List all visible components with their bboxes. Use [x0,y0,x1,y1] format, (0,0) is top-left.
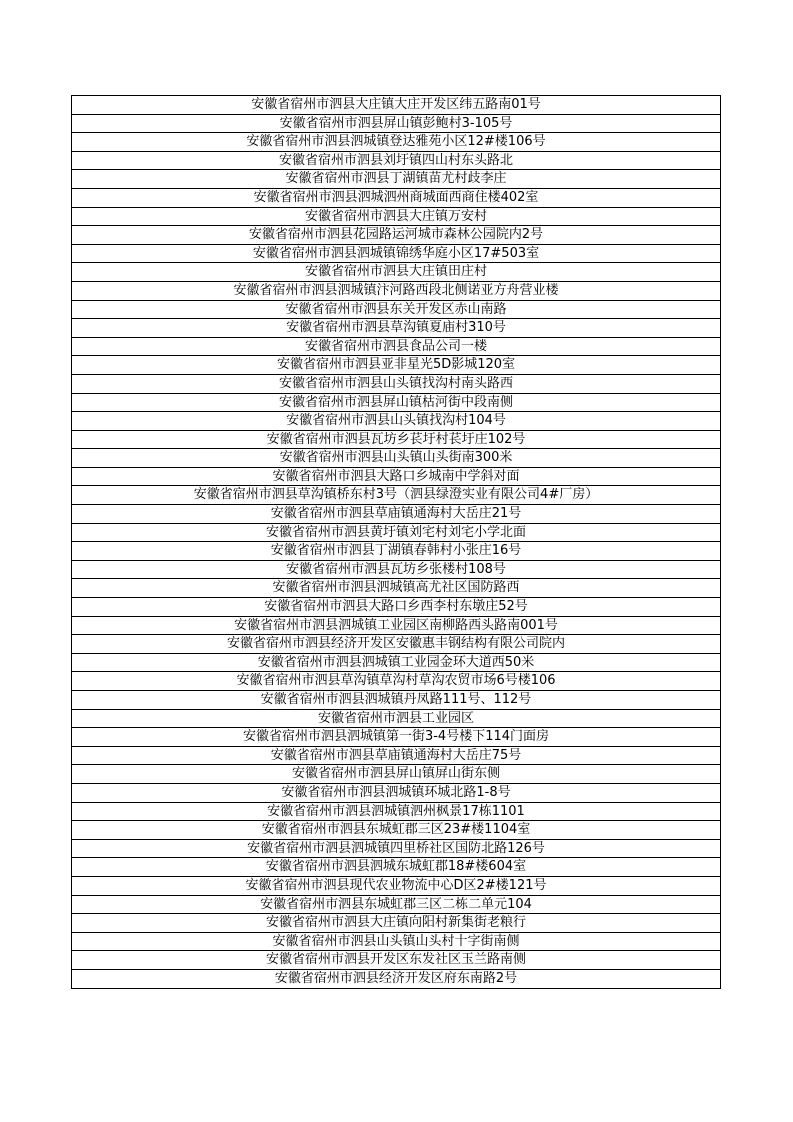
table-row [72,672,721,691]
address-cell: 安徽省宿州市泗县屏山镇屏山街东侧 [72,765,721,784]
address-cell: 安徽省宿州市泗县经济开发区府东南路2号 [72,969,721,988]
table-row [72,728,721,747]
address-table [71,95,721,989]
address-cell: 安徽省宿州市泗县泗城东城虹郡18#楼604室 [72,858,721,877]
address-cell: 安徽省宿州市泗县亚非星光5D影城120室 [72,356,721,375]
address-cell: 安徽省宿州市泗县大路口乡西李村东墩庄52号 [72,598,721,617]
address-cell: 安徽省宿州市泗县刘圩镇四山村东头路北 [72,151,721,170]
table-row [72,486,721,505]
table-row [72,449,721,468]
address-cell: 安徽省宿州市泗县丁湖镇春韩村小张庄16号 [72,542,721,561]
table-row [72,560,721,579]
address-cell: 安徽省宿州市泗县泗城镇锦绣华庭小区17#503室 [72,244,721,263]
table-row [72,858,721,877]
address-cell: 安徽省宿州市泗县山头镇找沟村104号 [72,412,721,431]
address-cell: 安徽省宿州市泗县泗城镇四里桥社区国防北路126号 [72,839,721,858]
address-cell: 安徽省宿州市泗县泗城镇第一街3-4号楼下114门面房 [72,728,721,747]
table-row [72,133,721,152]
table-row [72,319,721,338]
address-cell: 安徽省宿州市泗县草庙镇通海村大岳庄75号 [72,746,721,765]
address-cell: 安徽省宿州市泗县草庙镇通海村大岳庄21号 [72,505,721,524]
address-cell: 安徽省宿州市泗县泗城泗州商城面西商住楼402室 [72,188,721,207]
address-cell: 安徽省宿州市泗县工业园区 [72,709,721,728]
table-row [72,821,721,840]
table-row [72,542,721,561]
table-row [72,598,721,617]
table-row [72,300,721,319]
table-row [72,914,721,933]
address-cell: 安徽省宿州市泗县花园路运河城市森林公园院内2号 [72,226,721,245]
table-row [72,635,721,654]
address-cell: 安徽省宿州市泗县食品公司一楼 [72,337,721,356]
table-row [72,876,721,895]
address-cell: 安徽省宿州市泗县泗城镇汴河路西段北侧诺亚方舟营业楼 [72,281,721,300]
address-cell: 安徽省宿州市泗县山头镇山头村十字街南侧 [72,932,721,951]
address-cell: 安徽省宿州市泗县大路口乡城南中学斜对面 [72,467,721,486]
table-row [72,653,721,672]
table-row [72,691,721,710]
table-row [72,412,721,431]
table-row [72,932,721,951]
address-cell: 安徽省宿州市泗县泗城镇环城北路1-8号 [72,783,721,802]
address-cell: 安徽省宿州市泗县草沟镇夏庙村310号 [72,319,721,338]
table-row [72,244,721,263]
table-row [72,709,721,728]
address-cell: 安徽省宿州市泗县山头镇山头街南300米 [72,449,721,468]
table-row [72,523,721,542]
table-row [72,467,721,486]
address-cell: 安徽省宿州市泗县现代农业物流中心D区2#楼121号 [72,876,721,895]
address-cell: 安徽省宿州市泗县经济开发区安徽惠丰钢结构有限公司院内 [72,635,721,654]
address-table-body [72,96,721,989]
address-cell: 安徽省宿州市泗县丁湖镇苗尤村歧李庄 [72,170,721,189]
address-cell: 安徽省宿州市泗县山头镇找沟村南头路西 [72,374,721,393]
address-cell: 安徽省宿州市泗县泗城镇高尤社区国防路西 [72,579,721,598]
table-row [72,151,721,170]
address-cell: 安徽省宿州市泗县黄圩镇刘宅村刘宅小学北面 [72,523,721,542]
table-row [72,188,721,207]
address-cell: 安徽省宿州市泗县大庄镇向阳村新集街老粮行 [72,914,721,933]
table-row [72,579,721,598]
address-cell: 安徽省宿州市泗县屏山镇彭鲍村3-105号 [72,114,721,133]
table-row [72,207,721,226]
address-cell: 安徽省宿州市泗县东城虹郡三区23#楼1104室 [72,821,721,840]
address-cell: 安徽省宿州市泗县泗城镇登达雅苑小区12#楼106号 [72,133,721,152]
table-row [72,616,721,635]
table-row [72,281,721,300]
address-cell: 安徽省宿州市泗县东关开发区赤山南路 [72,300,721,319]
table-row [72,430,721,449]
address-cell: 安徽省宿州市泗县泗城镇工业园区南柳路西头路南001号 [72,616,721,635]
address-cell: 安徽省宿州市泗县开发区东发社区玉兰路南侧 [72,951,721,970]
address-cell: 安徽省宿州市泗县草沟镇草沟村草沟农贸市场6号楼106 [72,672,721,691]
address-cell: 安徽省宿州市泗县大庄镇大庄开发区纬五路南01号 [72,96,721,115]
table-row [72,114,721,133]
table-row [72,393,721,412]
table-row [72,505,721,524]
table-row [72,337,721,356]
table-row [72,746,721,765]
address-cell: 安徽省宿州市泗县泗城镇泗州枫景17栋1101 [72,802,721,821]
address-cell: 安徽省宿州市泗县瓦坊乡张楼村108号 [72,560,721,579]
table-row [72,802,721,821]
table-row [72,226,721,245]
address-cell: 安徽省宿州市泗县大庄镇田庄村 [72,263,721,282]
table-row [72,895,721,914]
table-row [72,96,721,115]
address-cell: 安徽省宿州市泗县瓦坊乡苌圩村苌圩庄102号 [72,430,721,449]
address-cell: 安徽省宿州市泗县草沟镇桥东村3号（泗县绿澄实业有限公司4#厂房） [72,486,721,505]
table-row [72,951,721,970]
table-row [72,969,721,988]
address-cell: 安徽省宿州市泗县泗城镇丹凤路111号、112号 [72,691,721,710]
table-row [72,783,721,802]
table-row [72,263,721,282]
table-row [72,170,721,189]
address-cell: 安徽省宿州市泗县东城虹郡三区二栋二单元104 [72,895,721,914]
table-row [72,356,721,375]
address-cell: 安徽省宿州市泗县屏山镇枯河街中段南侧 [72,393,721,412]
table-row [72,374,721,393]
address-cell: 安徽省宿州市泗县泗城镇工业园金环大道西50米 [72,653,721,672]
address-cell: 安徽省宿州市泗县大庄镇万安村 [72,207,721,226]
table-row [72,765,721,784]
table-row [72,839,721,858]
